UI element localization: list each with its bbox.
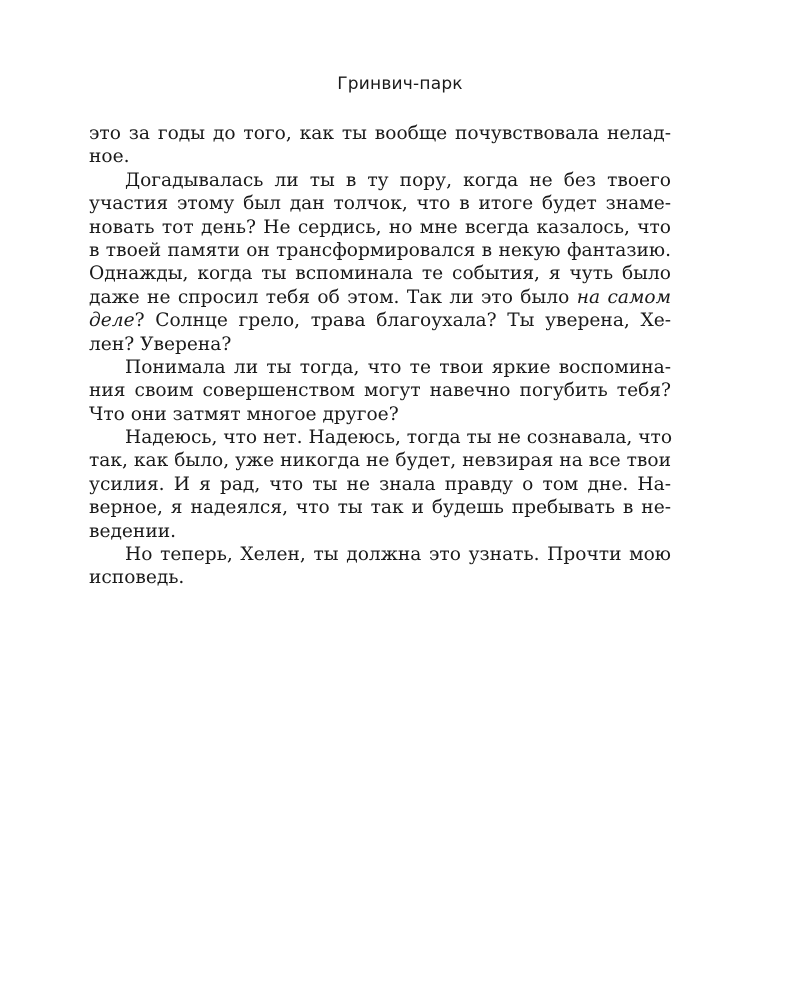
text-line: ния своим совершенством могут навечно погубить тебя? [89, 380, 671, 402]
text-line: новать тот день? Не сердись, но мне всегда казалось, что [89, 216, 671, 238]
text-line: Однажды, когда ты вспоминала те события, я чуть было [89, 263, 671, 285]
text-line [89, 309, 671, 332]
italic-text-run: деле [89, 310, 135, 332]
text-line: в твоей памяти он трансформировался в некую фантазию. [89, 239, 671, 261]
text-line: участия этому был дан толчок, что в итоге будет знаме- [89, 193, 671, 215]
text-line: так, как было, уже никогда не будет, невзирая на все твои [89, 450, 671, 472]
text-line: Понимала ли ты тогда, что те твои яркие воспомина- [125, 356, 671, 378]
text-run: даже не спросил тебя об этом. Так ли это было [89, 286, 577, 308]
text-line: Но теперь, Хелен, ты должна это узнать. Прочти мою [125, 544, 671, 566]
text-line: Что они затмят многое другое? [89, 403, 399, 425]
text-line: ное. [89, 146, 130, 168]
text-run: ? Солнце грело, трава благоухала? Ты уверена, Хе- [134, 310, 671, 332]
text-line: верное, я надеялся, что ты так и будешь пребывать в не- [89, 497, 671, 519]
running-head: Гринвич-парк [337, 74, 463, 94]
text-line: усилия. И я рад, что ты не знала правду о том дне. На- [89, 473, 671, 495]
text-line: Надеюсь, что нет. Надеюсь, тогда ты не сознавала, что [125, 427, 673, 449]
text-line [89, 286, 671, 309]
text-line: исповедь. [89, 567, 185, 589]
text-line: ведении. [89, 520, 177, 542]
body-text [89, 122, 671, 590]
text-line: Догадывалась ли ты в ту пору, когда не без твоего [125, 169, 671, 191]
text-line: лен? Уверена? [89, 333, 232, 355]
text-line: это за годы до того, как ты вообще почувствовала нелад- [89, 123, 671, 144]
italic-text-run: на самом [576, 286, 671, 308]
